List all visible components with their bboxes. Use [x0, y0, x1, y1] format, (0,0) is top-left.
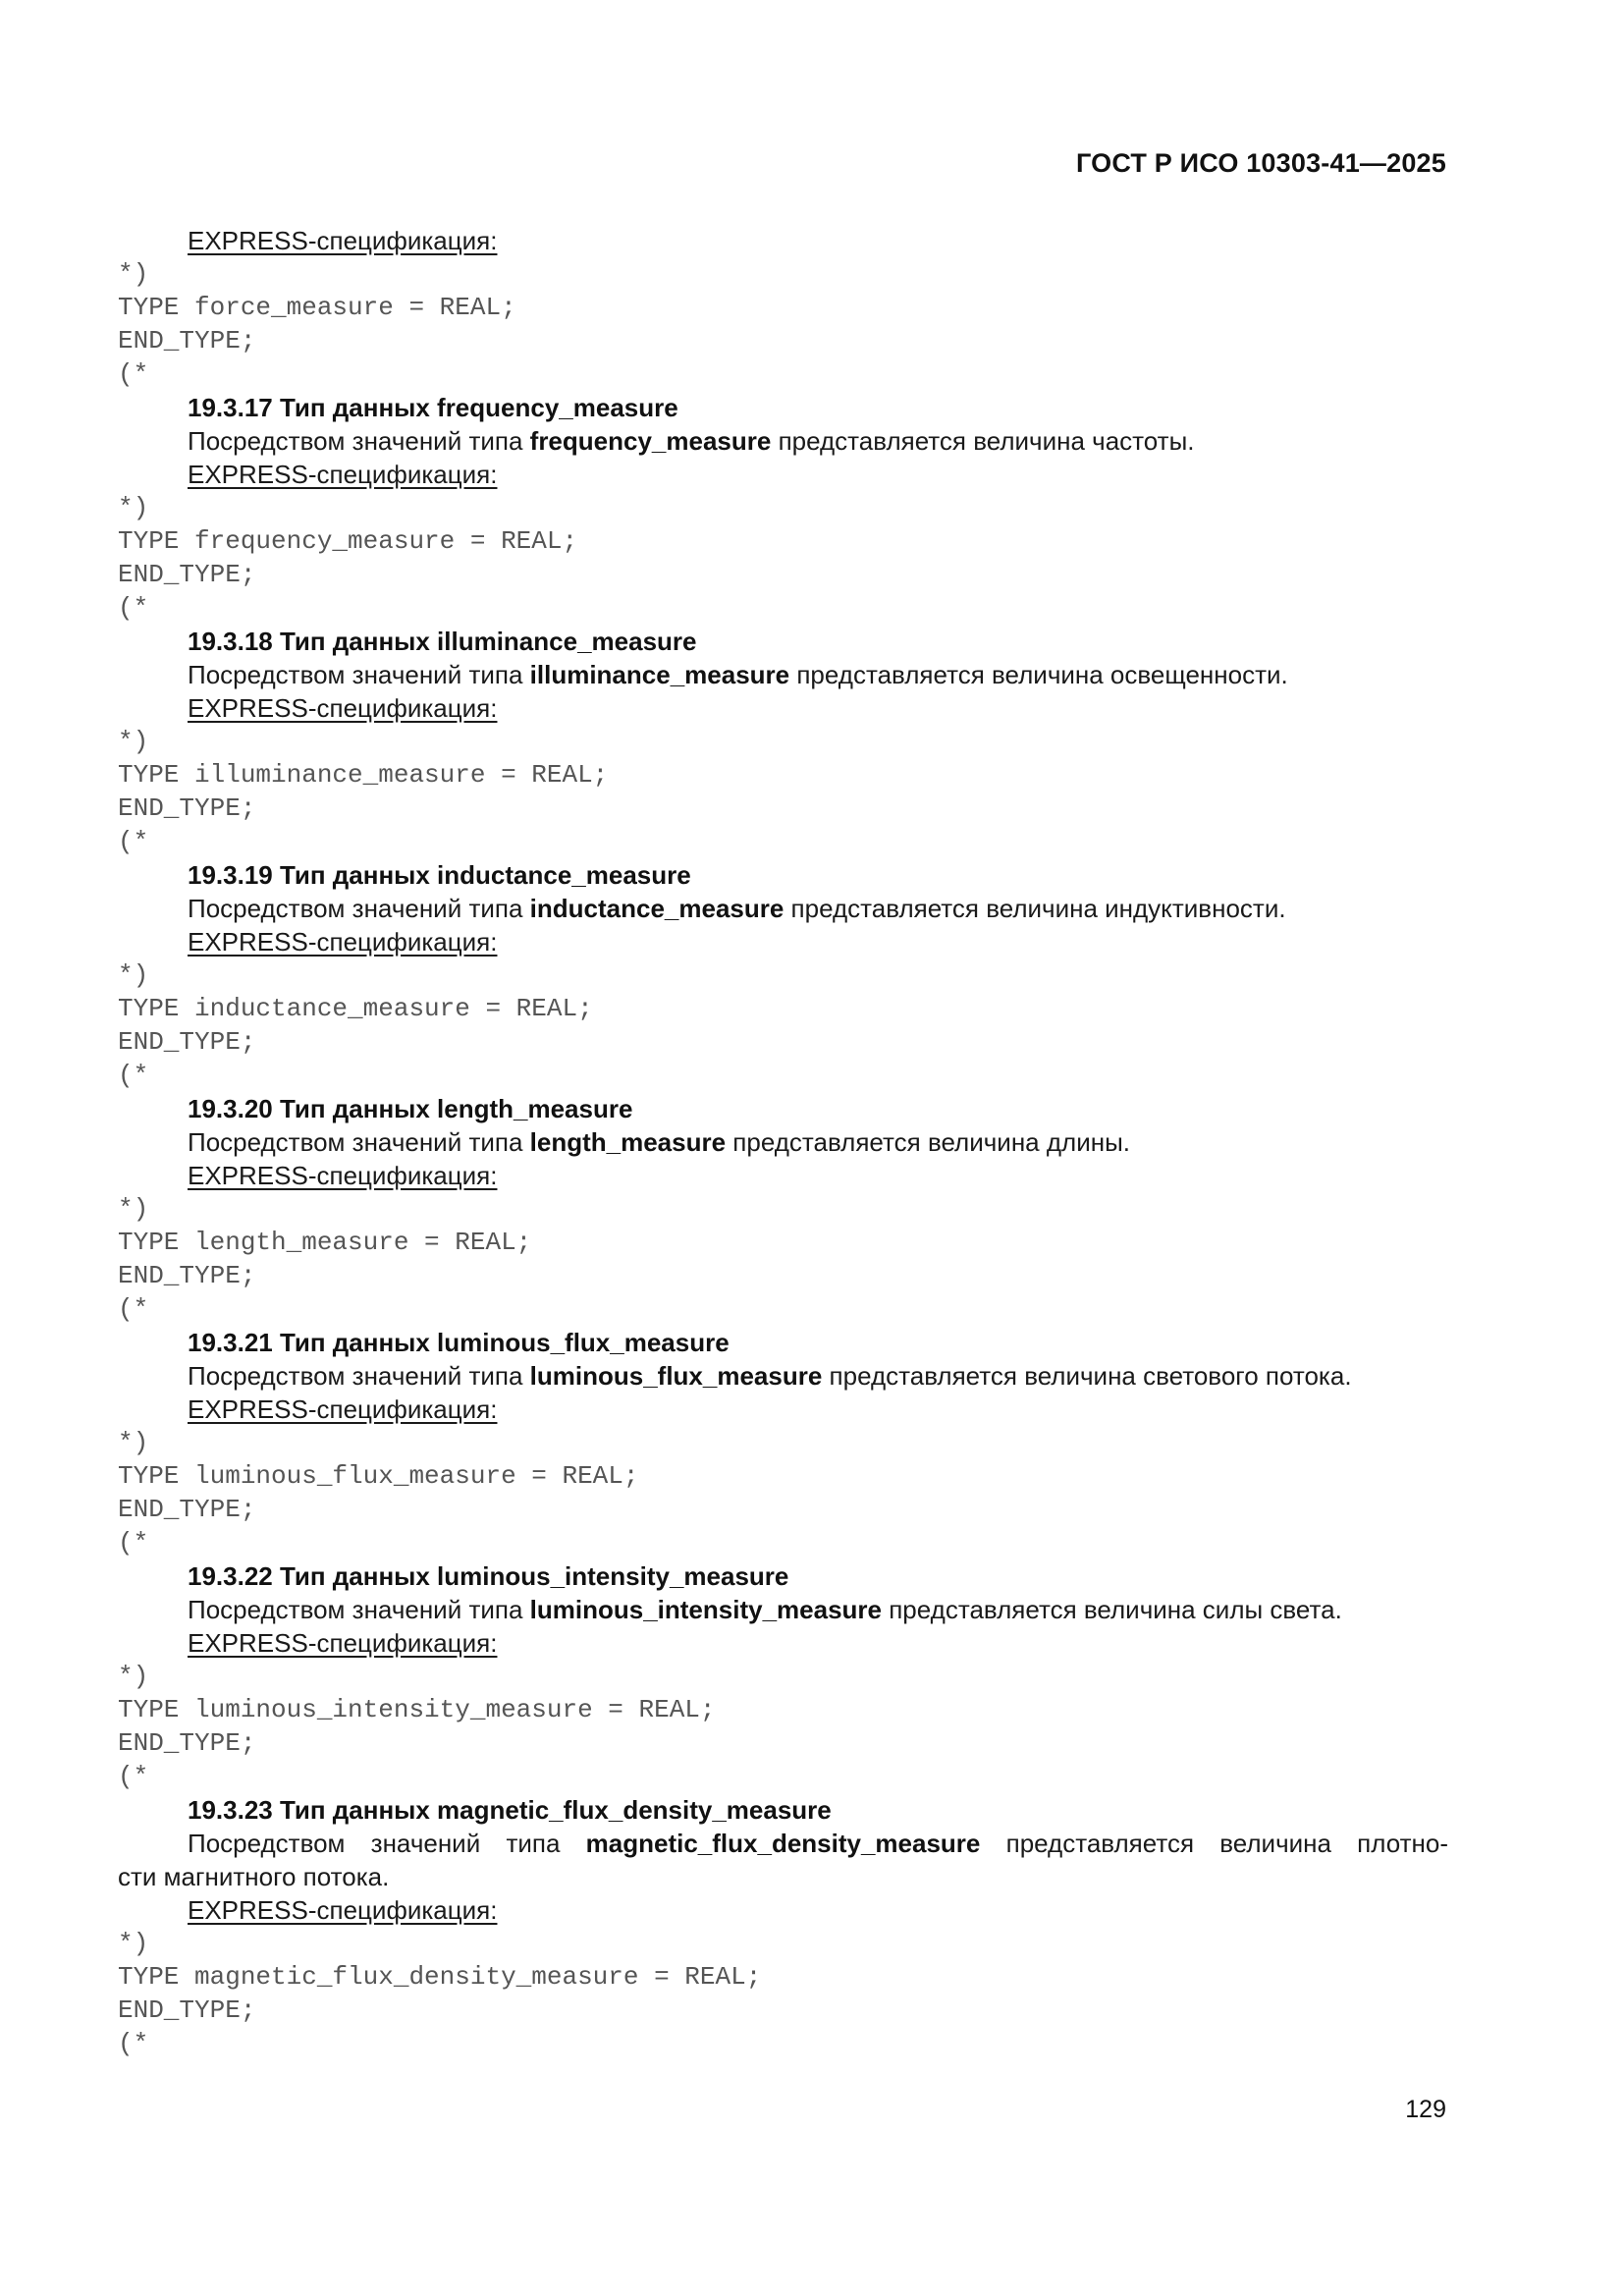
code-comment-close: *) [118, 960, 149, 990]
section-description [118, 658, 1448, 691]
section-heading: 19.3.19 Тип данных inductance_measure [188, 860, 691, 890]
express-spec-label: EXPRESS-спецификация: [188, 460, 498, 489]
section-description [118, 1593, 1448, 1626]
code-end-type: END_TYPE; [118, 326, 256, 355]
code-comment-close: *) [118, 1929, 149, 1958]
description-suffix: представляется величина освещенности. [789, 660, 1288, 689]
code-comment-open: (* [118, 1294, 149, 1324]
express-spec-label: EXPRESS-спецификация: [188, 226, 498, 255]
section-heading: 19.3.21 Тип данных luminous_flux_measure [188, 1328, 730, 1357]
code-type-declaration: TYPE inductance_measure = REAL; [118, 994, 593, 1023]
code-comment-open: (* [118, 1762, 149, 1791]
description-prefix: Посредством значений типа [188, 1361, 530, 1391]
description-term: frequency_measure [529, 426, 772, 456]
description-term: length_measure [529, 1127, 727, 1157]
express-spec-label: EXPRESS-спецификация: [188, 927, 498, 957]
section-description [118, 1827, 1448, 1860]
code-end-type: END_TYPE; [118, 560, 256, 589]
description-suffix: представляется величина частоты. [771, 426, 1195, 456]
description-suffix: представляется величина плотно- [980, 1829, 1449, 1858]
code-comment-open: (* [118, 2029, 149, 2058]
express-spec-label: EXPRESS-спецификация: [188, 1895, 498, 1925]
page-number: 129 [1405, 2096, 1446, 2123]
section-description-continuation: сти магнитного потока. [118, 1862, 390, 1891]
express-spec-label: EXPRESS-спецификация: [188, 1628, 498, 1658]
code-type-declaration: TYPE luminous_flux_measure = REAL; [118, 1461, 639, 1491]
code-type-declaration: TYPE luminous_intensity_measure = REAL; [118, 1695, 716, 1724]
code-end-type: END_TYPE; [118, 1027, 256, 1057]
code-comment-open: (* [118, 359, 149, 389]
description-suffix: представляется величина индуктивности. [784, 894, 1286, 923]
section-heading: 19.3.20 Тип данных length_measure [188, 1094, 633, 1123]
page-header-standard: ГОСТ Р ИСО 10303-41—2025 [1076, 148, 1446, 178]
code-type-declaration: TYPE frequency_measure = REAL; [118, 526, 578, 556]
code-comment-close: *) [118, 1662, 149, 1691]
section-heading: 19.3.22 Тип данных luminous_intensity_measure [188, 1561, 789, 1591]
code-type-declaration: TYPE illuminance_measure = REAL; [118, 760, 609, 790]
description-prefix: Посредством значений типа [188, 426, 530, 456]
code-comment-open: (* [118, 1528, 149, 1558]
code-comment-close: *) [118, 1428, 149, 1457]
description-prefix: Посредством значений типа [188, 1127, 530, 1157]
description-term: illuminance_measure [529, 660, 790, 689]
description-prefix: Посредством значений типа [188, 1829, 586, 1858]
description-term: luminous_intensity_measure [529, 1595, 882, 1624]
section-description [118, 424, 1448, 458]
section-description [118, 892, 1448, 925]
code-end-type: END_TYPE; [118, 1728, 256, 1758]
code-end-type: END_TYPE; [118, 1995, 256, 2025]
section-heading: 19.3.23 Тип данных magnetic_flux_density_measure [188, 1795, 832, 1825]
code-end-type: END_TYPE; [118, 1261, 256, 1290]
code-type-declaration: TYPE length_measure = REAL; [118, 1228, 532, 1257]
description-term: luminous_flux_measure [529, 1361, 823, 1391]
description-prefix: Посредством значений типа [188, 1595, 530, 1624]
express-spec-label: EXPRESS-спецификация: [188, 1161, 498, 1190]
description-suffix: представляется величина светового потока. [822, 1361, 1352, 1391]
description-prefix: Посредством значений типа [188, 660, 530, 689]
description-prefix: Посредством значений типа [188, 894, 530, 923]
code-comment-close: *) [118, 1194, 149, 1224]
page-content [118, 224, 1448, 2060]
section-heading: 19.3.17 Тип данных frequency_measure [188, 393, 678, 422]
description-term: magnetic_flux_density_measure [585, 1829, 981, 1858]
section-description [118, 1125, 1448, 1159]
description-suffix: представляется величина длины. [726, 1127, 1130, 1157]
express-spec-label: EXPRESS-спецификация: [188, 693, 498, 723]
code-comment-open: (* [118, 1061, 149, 1090]
section-description [118, 1359, 1448, 1393]
code-comment-close: *) [118, 727, 149, 756]
code-comment-close: *) [118, 259, 149, 289]
express-spec-label: EXPRESS-спецификация: [188, 1394, 498, 1424]
code-comment-close: *) [118, 493, 149, 522]
section-heading: 19.3.18 Тип данных illuminance_measure [188, 627, 697, 656]
code-comment-open: (* [118, 593, 149, 623]
code-end-type: END_TYPE; [118, 1495, 256, 1524]
code-comment-open: (* [118, 827, 149, 856]
code-type-declaration: TYPE magnetic_flux_density_measure = REAL; [118, 1962, 762, 1992]
code-type-declaration: TYPE force_measure = REAL; [118, 293, 516, 322]
code-end-type: END_TYPE; [118, 793, 256, 823]
description-suffix: представляется величина силы света. [882, 1595, 1342, 1624]
description-term: inductance_measure [529, 894, 784, 923]
